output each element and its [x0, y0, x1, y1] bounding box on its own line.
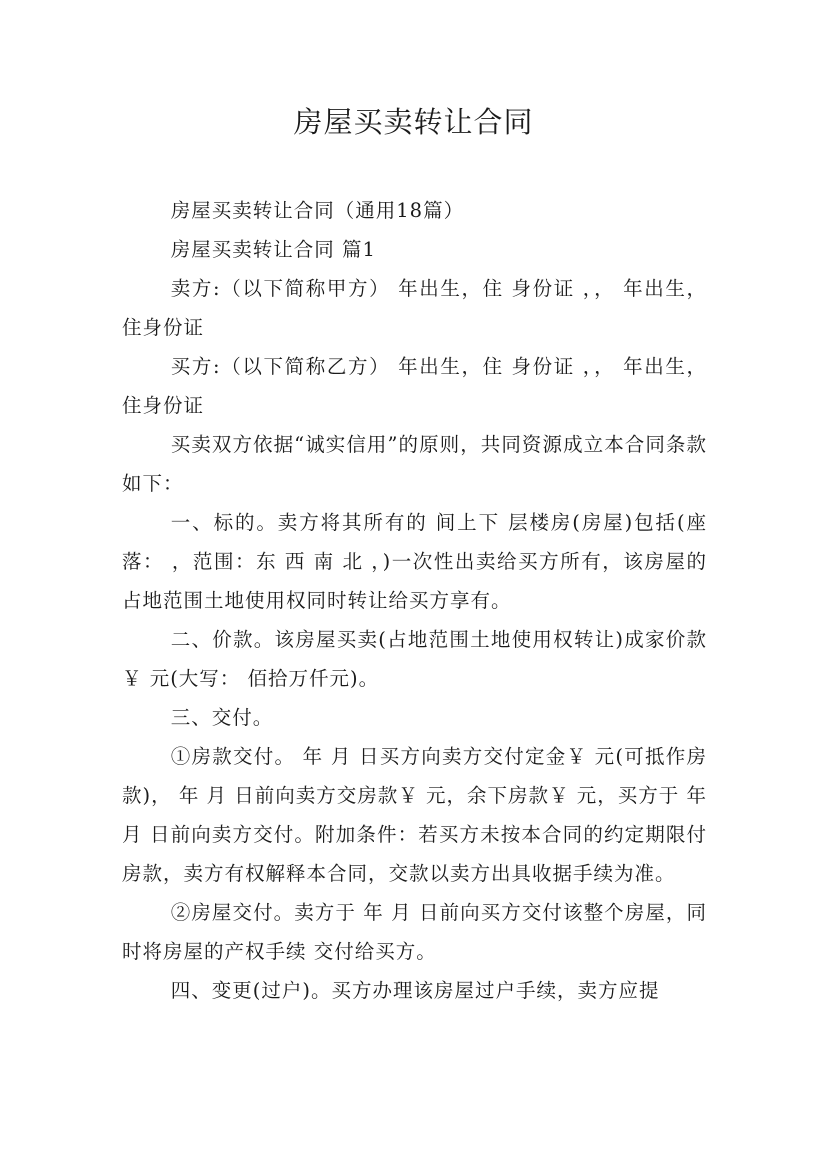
paragraph-buyer: 买方:（以下简称乙方） 年出生，住 身份证 ，， 年出生，住身份证 — [122, 355, 707, 417]
paragraph-payment-delivery: ①房款交付。 年 月 日买方向卖方交付定金￥ 元(可抵作房款)， 年 月 日前向卖方交房款￥ 元，余下房款￥ 元，买方于 年 月 日前向卖方交付。附加条件：若买方未按本合同的约定期限付房款，卖方有权解释本合同，交款以卖方出具收据手续为准。 — [122, 745, 715, 885]
paragraph-clause-subject: 一、标的。卖方将其所有的 间上下 层楼房(房屋)包括(座落： ，范围：东 西 南 北 ，)一次性出卖给买方所有，该房屋的占地范围土地使用权同时转让给买方享有。 — [122, 511, 707, 612]
paragraph-clause-delivery: 三、交付。 — [170, 706, 274, 729]
paragraph-preamble: 买卖双方依据“诚实信用”的原则，共同资源成立本合同条款如下： — [122, 433, 707, 495]
document-title: 房屋买卖转让合同 — [293, 105, 534, 139]
paragraph-subtitle: 房屋买卖转让合同（通用18篇） — [170, 199, 465, 222]
document-body — [122, 191, 715, 1010]
paragraph-house-delivery: ②房屋交付。卖方于 年 月 日前向买方交付该整个房屋，同时将房屋的产权手续 交付给买方。 — [122, 901, 707, 963]
paragraph-section-heading: 房屋买卖转让合同 篇1 — [170, 238, 376, 261]
paragraph-seller: 卖方:（以下简称甲方） 年出生，住 身份证 ，， 年出生，住身份证 — [122, 277, 707, 339]
paragraph-clause-transfer: 四、变更(过户)。买方办理该房屋过户手续，卖方应提 — [170, 979, 660, 1002]
paragraph-clause-price: 二、价款。该房屋买卖(占地范围土地使用权转让)成家价款￥ 元(大写： 佰拾万仟元)。 — [122, 628, 707, 690]
